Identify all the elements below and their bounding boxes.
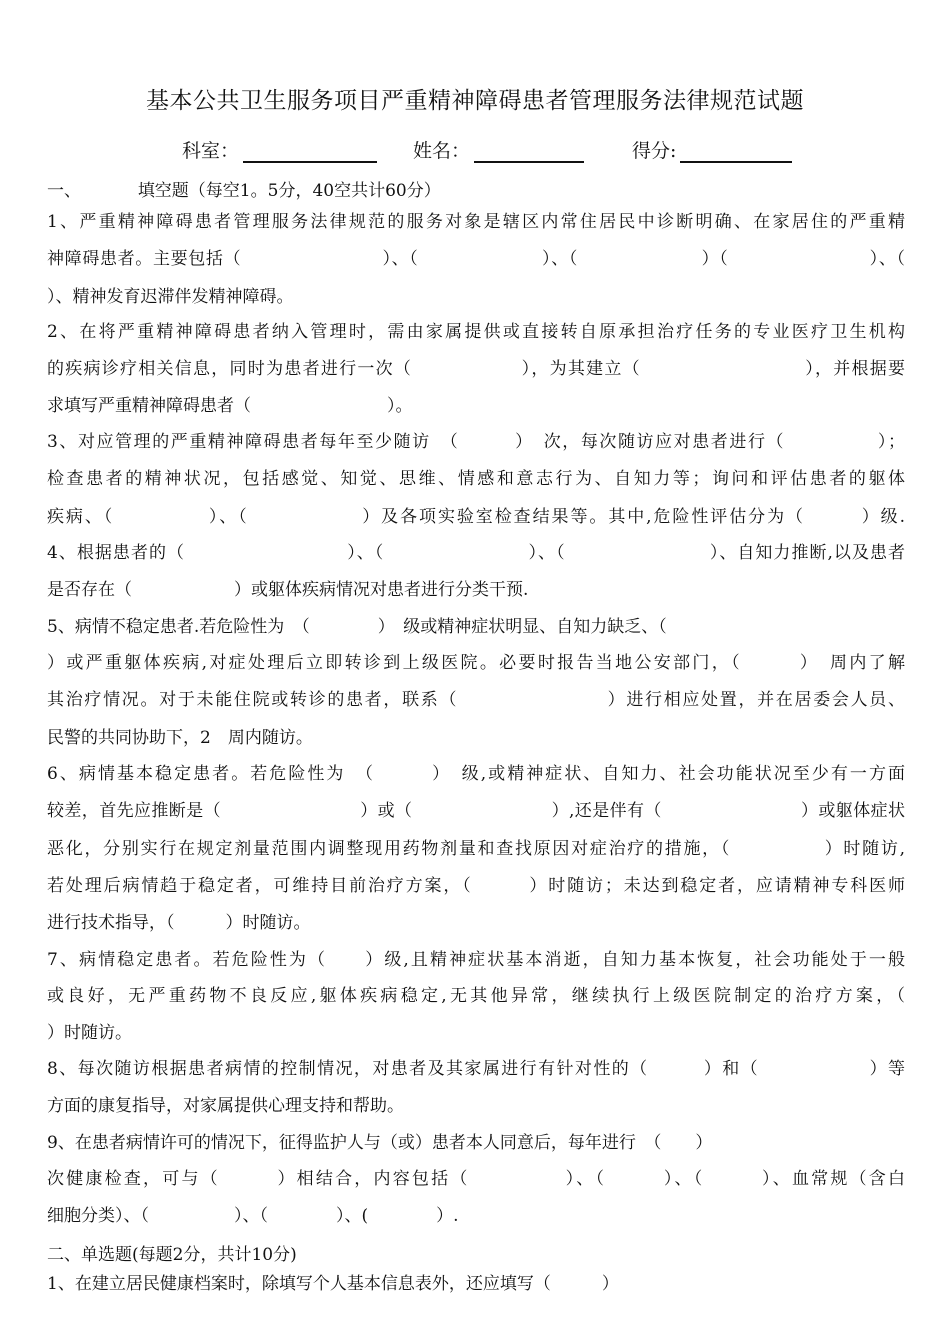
header-info-row	[182, 136, 792, 163]
question-line: 若处理后病情趋于稳定者，可维持目前治疗方案，（ ）时随访；未达到稳定者，应请精神专科医师	[47, 876, 905, 896]
question-line: 是否存在（ ）或躯体疾病情况对患者进行分类干预.	[47, 580, 529, 600]
question-line: 4、根据患者的（ ）、（ ）、（ ）、自知力推断,以及患者	[47, 543, 905, 563]
question-line: 其治疗情况。对于未能住院或转诊的患者，联系（ ）进行相应处置，并在居委会人员、	[47, 690, 905, 710]
section-2-heading: 二、单选题(每题2分，共计10分)	[47, 1245, 297, 1265]
question-line: 求填写严重精神障碍患者（ ）。	[47, 396, 413, 416]
section-1-title: 填空题（每空1。5分，40空共计60分）	[137, 181, 441, 201]
dept-blank[interactable]	[243, 143, 377, 163]
question-line: 细胞分类）、（ ）、（ ）、( ）.	[47, 1206, 459, 1226]
question-line: 进行技术指导，（ ）时随访。	[47, 913, 311, 933]
question-line: ）时随访。	[47, 1023, 132, 1043]
section-1-heading	[47, 176, 441, 201]
document-title: 基本公共卫生服务项目严重精神障碍患者管理服务法律规范试题	[146, 88, 804, 114]
question-line: 1、严重精神障碍患者管理服务法律规范的服务对象是辖区内常住居民中诊断明确、在家居住的严重精	[47, 212, 905, 232]
name-blank[interactable]	[474, 143, 584, 163]
score-blank[interactable]	[680, 143, 792, 163]
question-line: 5、病情不稳定患者.若危险性为 （ ） 级或精神症状明显、自知力缺乏、（	[47, 617, 667, 637]
question-line: 疾病、（ ）、（ ）及各项实验室检查结果等。其中,危险性评估分为（ ）级.	[47, 507, 905, 527]
question-line: 检查患者的精神状况，包括感觉、知觉、思维、情感和意志行为、自知力等；询问和评估患者的躯体	[47, 469, 905, 489]
section-1-number: 一、	[47, 181, 81, 201]
question-line: 的疾病诊疗相关信息，同时为患者进行一次（ ），为其建立（ ），并根据要	[47, 359, 905, 379]
single-choice-question-1: 1、在建立居民健康档案时，除填写个人基本信息表外，还应填写（ ）	[47, 1274, 619, 1294]
question-line: 恶化，分别实行在规定剂量范围内调整现用药物剂量和查找原因对症治疗的措施，（ ）时随访,	[47, 839, 905, 859]
question-line: 7、病情稳定患者。若危险性为（ ）级,且精神症状基本消逝，自知力基本恢复，社会功能处于一般	[47, 950, 905, 970]
question-line: 民警的共同协助下，2 周内随访。	[47, 728, 313, 748]
question-line: 8、每次随访根据患者病情的控制情况，对患者及其家属进行有针对性的（ ）和（ ）等	[47, 1059, 905, 1079]
score-label: 得分:	[632, 140, 677, 162]
question-line: 或良好，无严重药物不良反应,躯体疾病稳定,无其他异常，继续执行上级医院制定的治疗方案，（	[47, 986, 905, 1006]
name-label: 姓名：	[413, 140, 471, 162]
question-line: 3、对应管理的严重精神障碍患者每年至少随访 （ ） 次，每次随访应对患者进行（ ）；	[47, 432, 905, 452]
question-line: 次健康检查，可与（ ）相结合，内容包括（ ）、（ ）、（ ）、血常规（含白	[47, 1169, 905, 1189]
question-line: 神障碍患者。主要包括（ ）、（ ）、（ ）（ ）、（	[47, 249, 905, 269]
question-line: 9、在患者病情许可的情况下，征得监护人与（或）患者本人同意后，每年进行 （ ）	[47, 1133, 713, 1153]
question-line: 6、病情基本稳定患者。若危险性为 （ ） 级,或精神症状、自知力、社会功能状况至少有一方面	[47, 764, 905, 784]
question-line: 方面的康复指导，对家属提供心理支持和帮助。	[47, 1096, 404, 1116]
dept-label: 科室：	[182, 140, 240, 162]
question-line: 2、在将严重精神障碍患者纳入管理时，需由家属提供或直接转自原承担治疗任务的专业医疗卫生机构	[47, 322, 905, 342]
question-line: 较差，首先应推断是（ ）或（ ）,还是伴有（ ）或躯体症状	[47, 801, 905, 821]
question-line: ）、精神发育迟滞伴发精神障碍。	[47, 287, 294, 307]
question-line: ）或严重躯体疾病,对症处理后立即转诊到上级医院。必要时报告当地公安部门，（ ） 周内了解	[47, 653, 905, 673]
